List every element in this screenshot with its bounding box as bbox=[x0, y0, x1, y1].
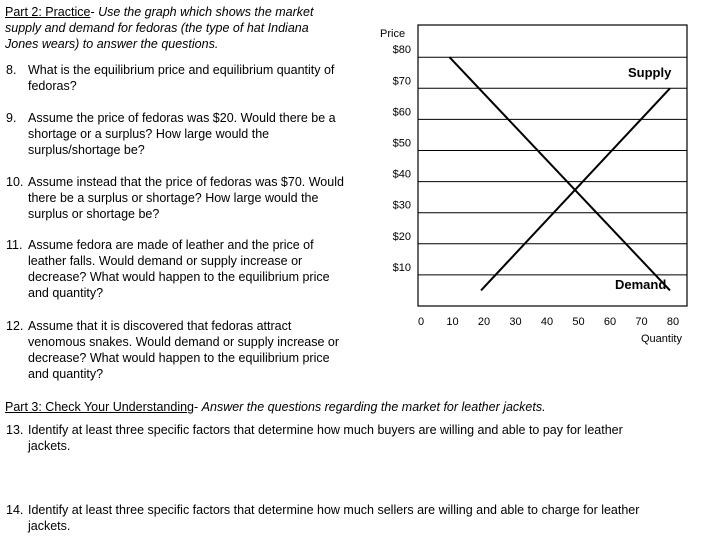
question-number: 10. bbox=[6, 175, 24, 189]
question-number: 11. bbox=[6, 238, 23, 252]
question-number: 13. bbox=[6, 423, 24, 437]
demand-label: Demand bbox=[615, 277, 667, 292]
question-number: 8. bbox=[6, 63, 17, 77]
question-line: venomous snakes. Would demand or supply increase or bbox=[28, 335, 340, 349]
x-tick-label: 70 bbox=[635, 316, 648, 328]
part2-heading: Part 2: Practice bbox=[5, 5, 91, 19]
question-line: surplus or shortage be? bbox=[28, 207, 160, 221]
x-axis-title: Quantity bbox=[641, 333, 682, 345]
y-tick-label: $70 bbox=[392, 75, 411, 88]
question-line: shortage or a surplus? How large would the bbox=[28, 127, 270, 141]
y-tick-label: $80 bbox=[392, 44, 411, 57]
question-line: jackets. bbox=[28, 439, 71, 453]
question-line: there be a surplus or shortage? How large would the bbox=[28, 191, 319, 205]
question-line: Assume instead that the price of fedoras was $70. Would bbox=[28, 175, 344, 189]
part2-intro-3: Jones wears) to answer the questions. bbox=[5, 37, 219, 51]
part2-dash: - bbox=[90, 5, 99, 19]
y-tick-label: $10 bbox=[392, 261, 411, 274]
question-number: 12. bbox=[6, 319, 24, 333]
question-line: fedoras? bbox=[28, 79, 77, 93]
part3-intro: Answer the questions regarding the market for leather jackets. bbox=[201, 400, 546, 414]
question-number: 14. bbox=[6, 503, 24, 517]
question-line: Assume fedora are made of leather and the price of bbox=[28, 238, 314, 252]
question-line: Assume that it is discovered that fedoras attract bbox=[28, 319, 292, 333]
question-line: surplus/shortage be? bbox=[28, 143, 145, 157]
part2-intro-2: supply and demand for fedoras (the type of hat Indiana bbox=[5, 21, 309, 35]
y-axis-title: Price bbox=[380, 28, 406, 40]
x-tick-label: 60 bbox=[603, 316, 617, 328]
x-tick-label: 80 bbox=[666, 316, 680, 328]
question-line: jackets. bbox=[28, 519, 71, 533]
x-tick-label: 10 bbox=[446, 316, 459, 328]
question-line: and quantity? bbox=[28, 367, 104, 381]
y-tick-label: $50 bbox=[392, 137, 411, 150]
question-line: What is the equilibrium price and equilibrium quantity of bbox=[28, 63, 335, 77]
question-line: decrease? What would happen to the equilibrium price bbox=[28, 270, 330, 284]
x-tick-label: 30 bbox=[509, 316, 522, 328]
question-line: leather falls. Would demand or supply increase or bbox=[28, 254, 303, 268]
demand-line bbox=[450, 57, 671, 290]
x-tick-label: 50 bbox=[572, 316, 585, 328]
series-lines bbox=[450, 57, 671, 290]
question-line: Assume the price of fedoras was $20. Would there be a bbox=[28, 111, 336, 125]
y-tick-label: $60 bbox=[392, 106, 411, 119]
question-line: Identify at least three specific factors that determine how much buyers are willing and able to pay for leather bbox=[28, 423, 623, 437]
question-number: 9. bbox=[6, 111, 17, 125]
question-line: decrease? What would happen to the equilibrium price bbox=[28, 351, 330, 365]
x-tick-label: 0 bbox=[417, 316, 425, 328]
part3-heading: Part 3: Check Your Understanding bbox=[5, 400, 195, 414]
question-line: Identify at least three specific factors that determine how much sellers are willing and able to charge for leather bbox=[28, 503, 640, 517]
x-tick-label: 20 bbox=[477, 316, 491, 328]
supply-label: Supply bbox=[628, 65, 672, 80]
y-tick-label: $30 bbox=[392, 199, 411, 212]
part2-intro-1: Use the graph which shows the market bbox=[98, 5, 314, 19]
part3-dash: - bbox=[194, 400, 202, 414]
x-tick-label: 40 bbox=[540, 316, 554, 328]
y-tick-label: $20 bbox=[392, 230, 411, 243]
question-line: and quantity? bbox=[28, 286, 104, 300]
y-tick-label: $40 bbox=[392, 168, 411, 181]
